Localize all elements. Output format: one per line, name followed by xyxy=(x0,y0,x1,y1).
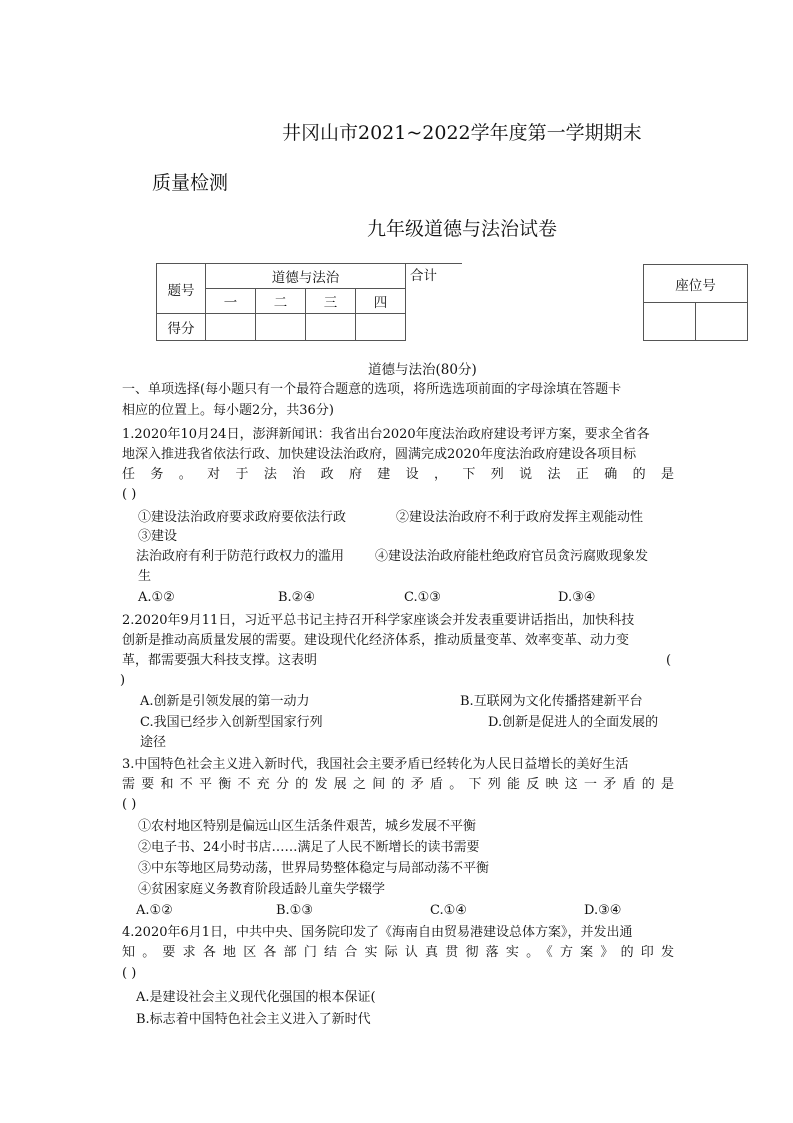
exam-title-line2: 质量检测 xyxy=(152,172,229,194)
q3-option-a[interactable]: A.①② xyxy=(136,903,173,918)
col-3-cell: 三 xyxy=(306,289,356,314)
q1-statement-3a: ③建设 xyxy=(138,529,178,544)
q2-line3: 革，都需要强大科技支撑。这表明 xyxy=(122,653,318,668)
q3-line2: 需要和不平衡不充分的发展之间的矛盾。下列能反映这一矛盾的是 xyxy=(122,777,674,792)
q3-statement-2: ②电子书、24小时书店……满足了人民不断增长的读书需要 xyxy=(138,840,480,855)
score-3-cell[interactable] xyxy=(306,314,356,341)
seat-cell-1[interactable] xyxy=(644,303,696,341)
col-1-cell: 一 xyxy=(206,289,256,314)
q3-statement-3: ③中东等地区局势动荡，世界局势整体稳定与局部动荡不平衡 xyxy=(138,861,490,876)
q1-line3: 任务。对于法治政府建设，下列说法正确的是 xyxy=(122,467,674,482)
q3-option-d[interactable]: D.③④ xyxy=(584,903,622,918)
q1-option-a[interactable]: A.①② xyxy=(138,590,175,605)
score-1-cell[interactable] xyxy=(206,314,256,341)
q1-statement-1: ①建设法治政府要求政府要依法行政 xyxy=(138,510,347,525)
subject-cell: 道德与法治 xyxy=(206,264,406,289)
score-4-cell[interactable] xyxy=(356,314,406,341)
q1-option-c[interactable]: C.①③ xyxy=(404,590,441,605)
q3-option-b[interactable]: B.①③ xyxy=(276,903,313,918)
q4-line2: 知。要求各地区各部门结合实际认真贯彻落实。《方案》的印发 xyxy=(122,945,674,960)
q2-option-b[interactable]: B.互联网为文化传播搭建新平台 xyxy=(460,694,643,709)
col-4-cell: 四 xyxy=(356,289,406,314)
question-label-cell: 题号 xyxy=(157,264,206,314)
q3-statement-4: ④贫困家庭义务教育阶段适龄儿童失学辍学 xyxy=(138,882,386,897)
q2-option-d[interactable]: D.创新是促进人的全面发展的 xyxy=(488,715,659,730)
section-heading: 道德与法治(80分) xyxy=(368,362,477,378)
score-label-cell: 得分 xyxy=(157,314,206,341)
exam-title-line1: 井冈山市2021~2022学年度第一学期期末 xyxy=(282,122,642,144)
q4-option-b[interactable]: B.标志着中国特色社会主义进入了新时代 xyxy=(136,1012,371,1027)
q1-statement-4a: ④建设法治政府能杜绝政府官员贪污腐败现象发 xyxy=(375,549,649,564)
q1-statement-3b: 法治政府有利于防范行政权力的滥用 xyxy=(136,549,345,564)
q3-answer-paren: ( ) xyxy=(122,797,137,812)
q2-paren-open: ( xyxy=(666,653,672,668)
q2-line2: 创新是推动高质量发展的需要。建设现代化经济体系，推动质量变革、效率变革、动力变 xyxy=(122,633,630,648)
q2-option-c[interactable]: C.我国已经步入创新型国家行列 xyxy=(140,715,323,730)
q1-line1: 1.2020年10月24日，澎湃新闻讯：我省出台2020年度法治政府建设考评方案，要求全省各 xyxy=(122,427,650,442)
q1-line2: 地深入推进我省依法行政、加快建设法治政府，圆满完成2020年度法治政府建设各项目标 xyxy=(122,447,637,462)
q2-line1: 2.2020年9月11日，习近平总书记主持召开科学家座谈会并发表重要讲话指出，加快科技 xyxy=(122,613,635,628)
part1-instruction-line2: 相应的位置上。每小题2分，共36分) xyxy=(122,403,334,418)
score-table xyxy=(156,263,462,341)
q2-option-a[interactable]: A.创新是引领发展的第一动力 xyxy=(140,694,310,709)
q2-paren-close: ) xyxy=(120,673,126,688)
q3-line1: 3.中国特色社会主义进入新时代，我国社会主要矛盾已经转化为人民日益增长的美好生活 xyxy=(122,757,629,772)
q2-option-d-cont: 途径 xyxy=(140,735,167,750)
part1-instruction-line1: 一、单项选择(每小题只有一个最符合题意的选项，将所选选项前面的字母涂填在答题卡 xyxy=(122,382,622,397)
q3-option-c[interactable]: C.①④ xyxy=(430,903,467,918)
q1-option-b[interactable]: B.②④ xyxy=(278,590,315,605)
q4-answer-paren: ( ) xyxy=(122,966,137,981)
exam-subtitle: 九年级道德与法治试卷 xyxy=(367,218,558,240)
seat-label-cell: 座位号 xyxy=(644,265,748,303)
q1-statement-2: ②建设法治政府不利于政府发挥主观能动性 xyxy=(396,510,644,525)
score-2-cell[interactable] xyxy=(256,314,306,341)
total-cell xyxy=(406,264,463,341)
q4-option-a[interactable]: A.是建设社会主义现代化强国的根本保证( xyxy=(136,990,376,1005)
q1-statement-4b: 生 xyxy=(138,569,152,584)
q1-option-d[interactable]: D.③④ xyxy=(558,590,596,605)
col-2-cell: 二 xyxy=(256,289,306,314)
q1-answer-paren: ( ) xyxy=(122,487,137,502)
q3-statement-1: ①农村地区特别是偏远山区生活条件艰苦，城乡发展不平衡 xyxy=(138,819,477,834)
q4-line1: 4.2020年6月1日，中共中央、国务院印发了《海南自由贸易港建设总体方案》，并发出通 xyxy=(122,925,633,940)
total-label: 合计 xyxy=(410,268,437,284)
seat-table xyxy=(643,264,748,341)
seat-cell-2[interactable] xyxy=(696,303,748,341)
